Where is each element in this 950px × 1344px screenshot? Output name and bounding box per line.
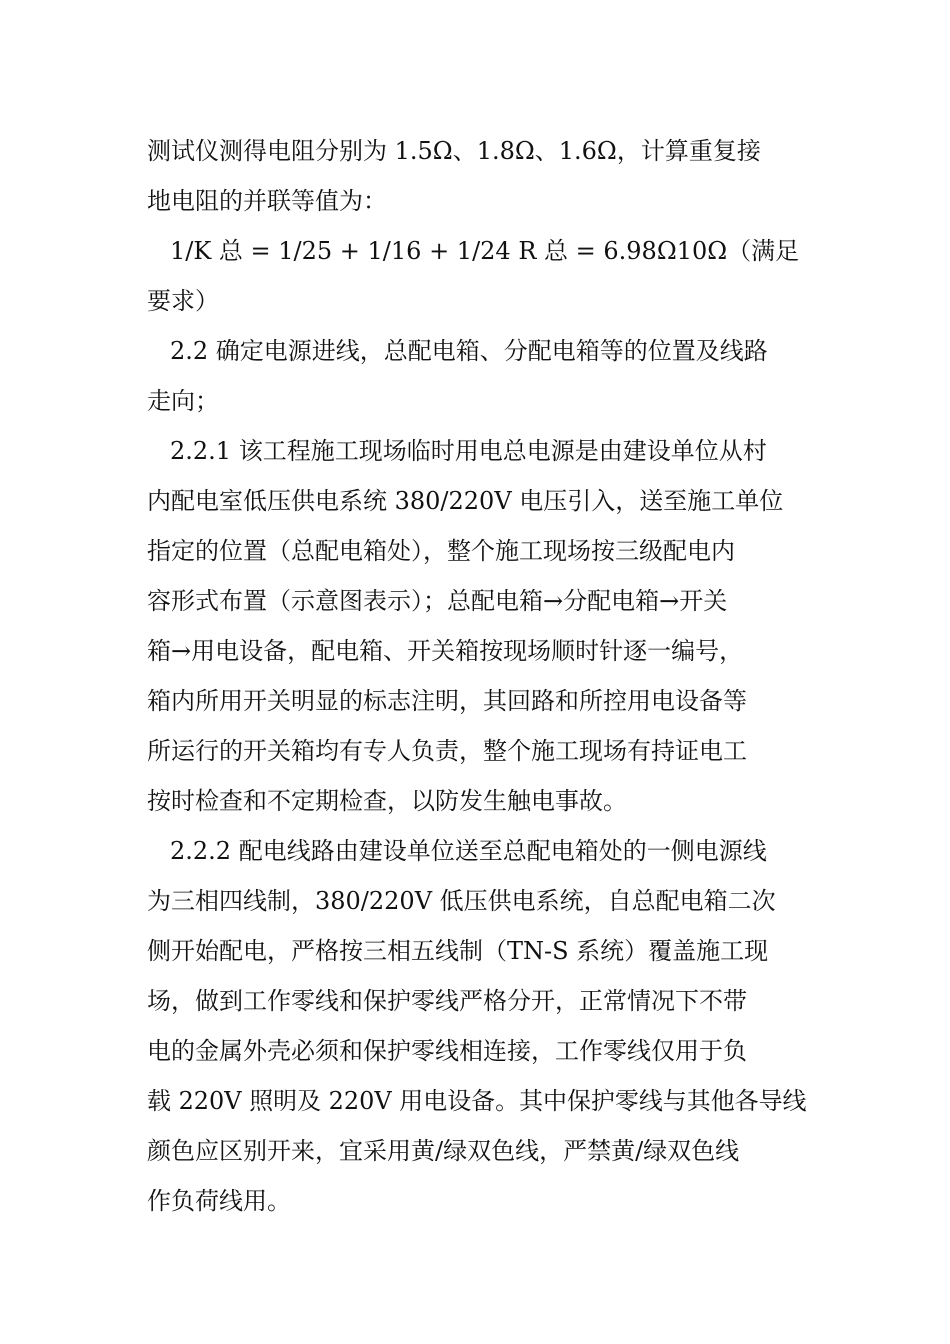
- text-line: 载 220V 照明及 220V 用电设备。其中保护零线与其他各导线: [147, 1087, 807, 1115]
- text-line: 1/K 总 = 1/25 + 1/16 + 1/24 R 总 = 6.98Ω10Ω（满足: [170, 237, 800, 265]
- text-line: 箱→用电设备，配电箱、开关箱按现场顺时针逐一编号，: [147, 637, 744, 665]
- text-line: 2.2.2 配电线路由建设单位送至总配电箱处的一侧电源线: [170, 837, 767, 865]
- text-line: 侧开始配电，严格按三相五线制（TN-S 系统）覆盖施工现: [147, 937, 769, 965]
- text-line: 箱内所用开关明显的标志注明，其回路和所控用电设备等: [147, 687, 747, 715]
- text-line: 指定的位置（总配电箱处），整个施工现场按三级配电内: [147, 537, 735, 565]
- text-line: 按时检查和不定期检查，以防发生触电事故。: [147, 787, 627, 815]
- text-line: 2.2.1 该工程施工现场临时用电总电源是由建设单位从村: [170, 437, 767, 465]
- text-line: 颜色应区别开来，宜采用黄/绿双色线，严禁黄/绿双色线: [147, 1137, 740, 1165]
- text-line: 要求）: [147, 287, 219, 315]
- text-line: 内配电室低压供电系统 380/220V 电压引入，送至施工单位: [147, 487, 784, 515]
- text-line: 电的金属外壳必须和保护零线相连接，工作零线仅用于负: [147, 1037, 747, 1065]
- text-line: 作负荷线用。: [147, 1187, 291, 1215]
- text-line: 场，做到工作零线和保护零线严格分开，正常情况下不带: [147, 987, 747, 1015]
- text-line: 走向；: [147, 387, 219, 415]
- text-line: 所运行的开关箱均有专人负责，整个施工现场有持证电工: [147, 737, 747, 765]
- text-line: 测试仪测得电阻分别为 1.5Ω、1.8Ω、1.6Ω，计算重复接: [147, 137, 761, 165]
- text-line: 为三相四线制，380/220V 低压供电系统，自总配电箱二次: [147, 887, 776, 915]
- text-line: 容形式布置（示意图表示）；总配电箱→分配电箱→开关: [147, 587, 728, 615]
- text-line: 2.2 确定电源进线，总配电箱、分配电箱等的位置及线路: [170, 337, 768, 365]
- text-line: 地电阻的并联等值为：: [147, 187, 387, 215]
